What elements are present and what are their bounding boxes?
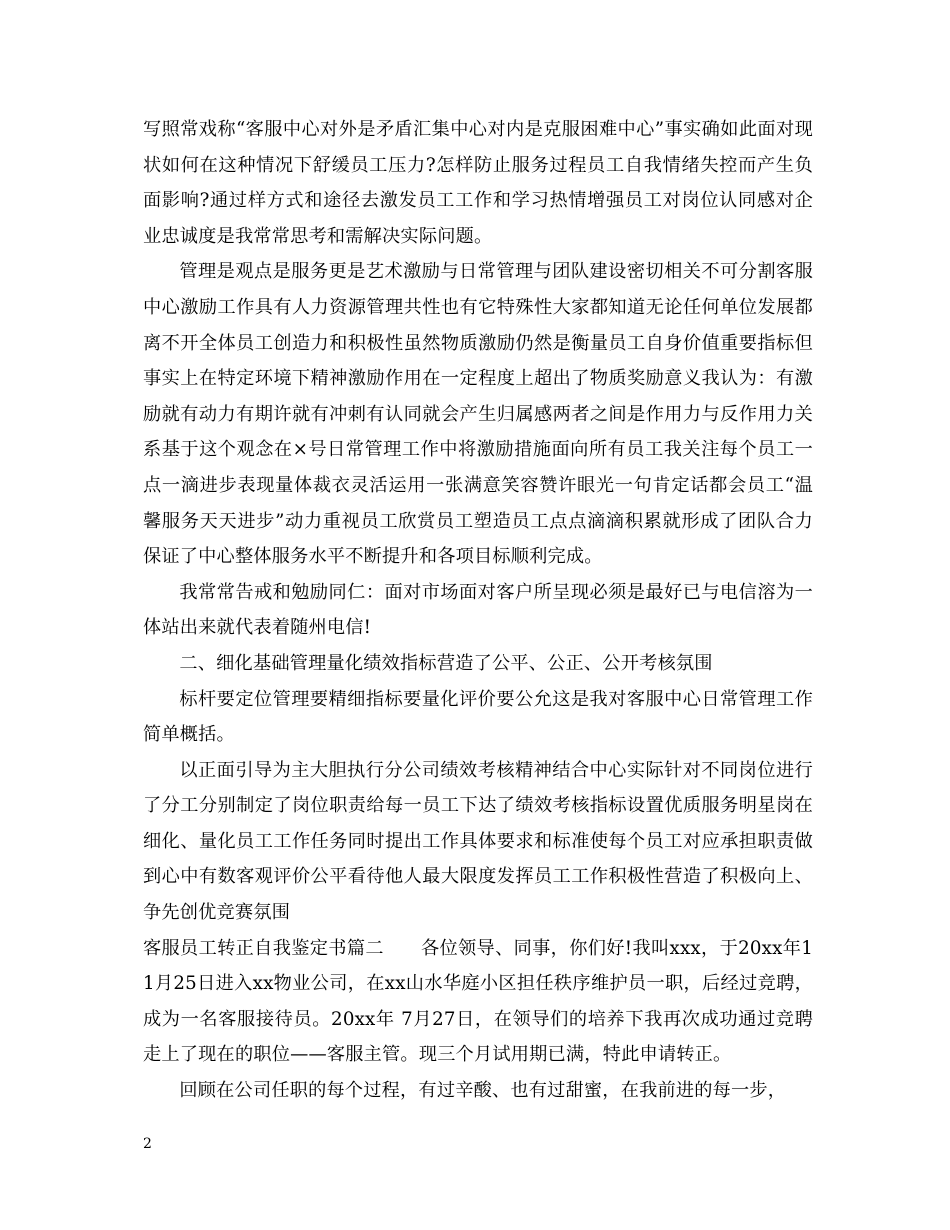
paragraph-4: 标杆要定位管理要精细指标要量化评价要公允这是我对客服中心日常管理工作简单概括。 [143,688,813,746]
paragraph-7: 回顾在公司任职的每个过程，有过辛酸、也有过甜蜜，在我前进的每一步， [179,1080,787,1102]
paragraph-3: 我常常告戒和勉励同仁：面对市场面对客户所呈现必须是最好已与电信溶为一体站出来就代表着随州电信! [143,581,813,639]
paragraph-5: 以正面引导为主大胆执行分公司绩效考核精神结合中心实际针对不同岗位进行了分工分别制定了岗位职责给每一员工下达了绩效考核指标设置优质服务明星岗在细化、量化员工工作任务同时提出工作具体要求和标准使每个员工对应承担职责做到心中有数客观评价公平看待他人最大限度发挥员工工作积极性营造了积极向上、争先创优竞赛氛围 [143,759,813,924]
paragraph-6: 客服员工转正自我鉴定书篇二 各位领导、同事，你们好!我叫xxx，于20xx年11月25日进入xx物业公司，在xx山水华庭小区担任秩序维护员一职，后经过竞聘，成为一名客服接待员。20xx年 7月27日，在领导们的培养下我再次成功通过竞聘走上了现在的职位——客服主管。现三个月试用期已满，特此申请转正。 [143,937,813,1066]
paragraph-2: 管理是观点是服务更是艺术激励与日常管理与团队建设密切相关不可分割客服中心激励工作具有人力资源管理共性也有它特殊性大家都知道无论任何单位发展都离不开全体员工创造力和积极性虽然物质激励仍然是衡量员工自身价值重要指标但事实上在特定环境下精神激励作用在一定程度上超出了物质奖励意义我认为：有激励就有动力有期许就有冲刺有认同就会产生归属感两者之间是作用力与反作用力关系基于这个观念在×号日常管理工作中将激励措施面向所有员工我关注每个员工一点一滴进步表现量体裁衣灵活运用一张满意笑容赞许眼光一句肯定话都会员工“温馨服务天天进步”动力重视员工欣赏员工塑造员工点点滴滴积累就形成了团队合力保证了中心整体服务水平不断提升和各项目标顺利完成。 [143,261,813,568]
document-body [143,112,813,1109]
section-heading: 二、细化基础管理量化绩效指标营造了公平、公正、公开考核氛围 [179,652,713,674]
page-number: 2 [143,1136,152,1152]
paragraph-1: 写照常戏称“客服中心对外是矛盾汇集中心对内是克服困难中心”事实确如此面对现状如何在这种情况下舒缓员工压力?怎样防止服务过程员工自我情绪失控而产生负面影响?通过样方式和途径去激发员工工作和学习热情增强员工对岗位认同感对企业忠诚度是我常常思考和需解决实际问题。 [143,119,813,247]
